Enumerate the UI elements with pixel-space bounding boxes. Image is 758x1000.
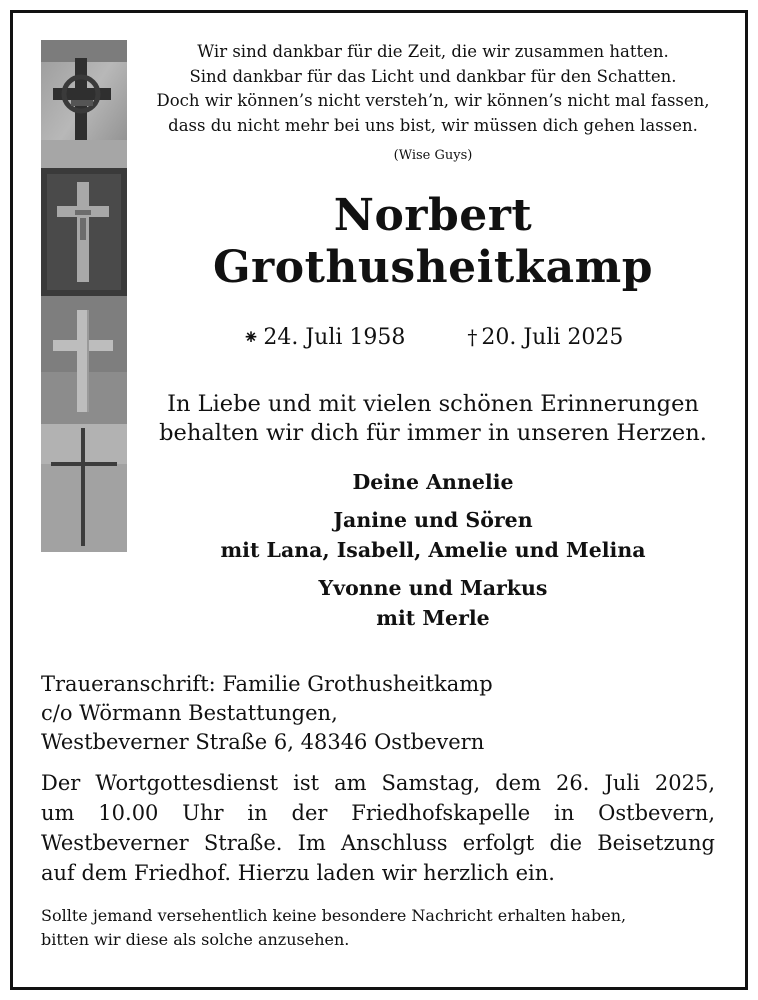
poem-line: Doch wir können’s nicht versteh’n, wir können’s nicht mal fassen, [156,91,710,110]
service-line: Westbeverner Straße. Im Anschluss erfolgt die Beisetzung [41,831,715,855]
stone-cross-photo [41,296,127,424]
death-date-group [467,322,623,353]
notice-line: Sollte jemand versehentlich keine besondere Nachricht erhalten haben, [41,906,627,925]
tribute-text [148,390,718,448]
last-name: Grothusheitkamp [212,242,654,293]
wooden-cross-photo [41,168,127,296]
mourning-address [41,670,721,757]
celtic-cross-photo [41,40,127,168]
address-line: Traueranschrift: Familie Grothusheitkamp [41,672,493,696]
family-line: Janine und Sören [333,508,533,532]
family-line: Deine Annelie [352,470,514,494]
family-group [148,467,718,497]
life-dates [148,322,718,353]
service-announcement [41,768,715,888]
notice-line: bitten wir diese als solche anzusehen. [41,930,350,949]
deceased-name [148,190,718,294]
poem-source: (Wise Guys) [393,148,473,163]
service-line: Der Wortgottesdienst ist am Samstag, dem 26. Juli 2025, [41,771,715,795]
address-line: Westbeverner Straße 6, 48346 Ostbevern [41,730,485,754]
poem-line: Wir sind dankbar für die Zeit, die wir zusammen hatten. [197,42,669,61]
tribute-line: behalten wir dich für immer in unseren Herzen. [159,420,707,446]
service-line: auf dem Friedhof. Hierzu laden wir herzlich ein. [41,861,555,885]
birth-date: 24. Juli 1958 [263,325,406,350]
family-line: mit Lana, Isabell, Amelie und Melina [220,538,646,562]
cross-photo-strip [41,40,127,552]
poem-line: dass du nicht mehr bei uns bist, wir müssen dich gehen lassen. [168,115,698,135]
poem-block [148,40,718,169]
family-signatures [148,467,718,641]
family-line: Yvonne und Markus [318,576,548,600]
family-line: mit Merle [376,606,490,630]
birth-star-icon: ⁕ [242,325,260,349]
iron-cross-photo [41,424,127,552]
birth-date-group [243,322,406,353]
family-group [148,505,718,565]
tribute-line: In Liebe und mit vielen schönen Erinnerungen [167,391,699,417]
family-group [148,573,718,633]
death-dagger-icon: † [467,325,478,349]
first-name: Norbert [333,190,533,241]
poem-line: Sind dankbar für das Licht und dankbar für den Schatten. [189,66,677,86]
death-date: 20. Juli 2025 [481,325,624,350]
service-line: um 10.00 Uhr in der Friedhofskapelle in Ostbevern, [41,801,715,825]
notice-text [41,904,721,952]
address-line: c/o Wörmann Bestattungen, [41,701,338,725]
